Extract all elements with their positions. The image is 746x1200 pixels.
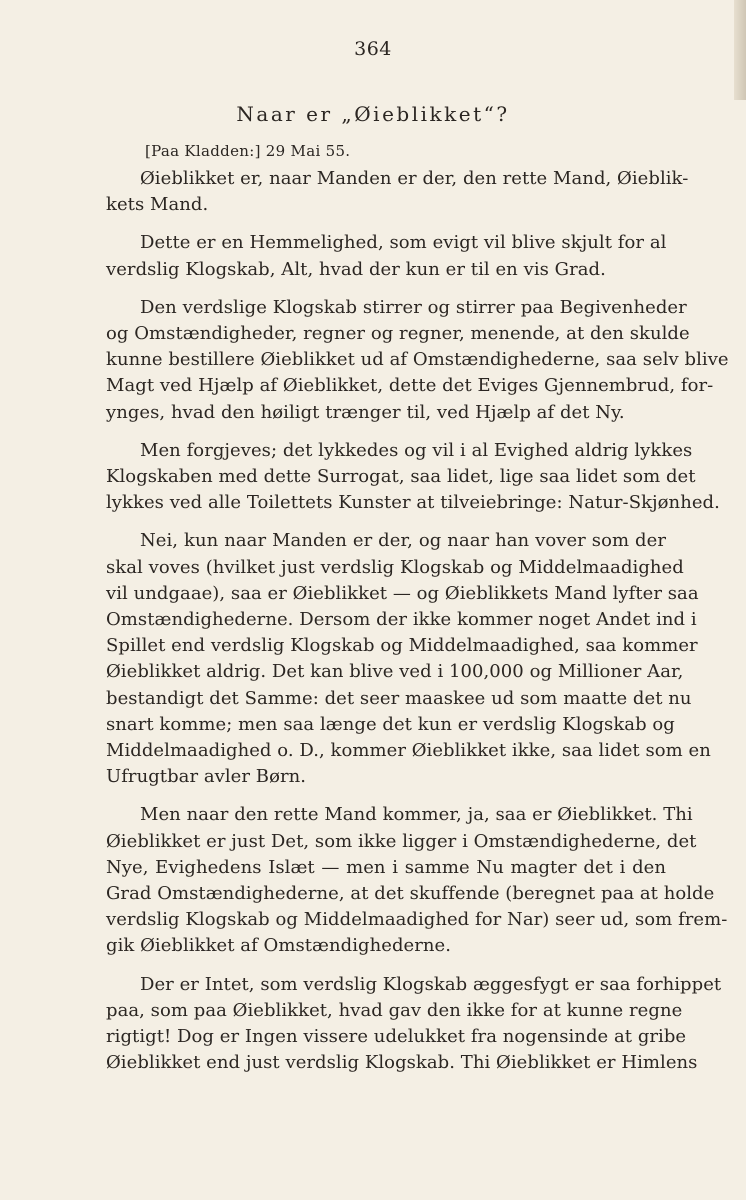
text-line: vil undgaae), saa er Øieblikket — og Øieblikkets Mand lyfter saa xyxy=(106,582,699,604)
text-line: Omstændighederne. Dersom der ikke kommer noget Andet ind i xyxy=(106,609,697,631)
text-line: Magt ved Hjælp af Øieblikket, dette det Eviges Gjennembrud, for- xyxy=(106,375,714,397)
text-line: skal voves (hvilket just verdslig Klogskab og Middelmaadighed xyxy=(106,556,684,578)
text-line: paa, som paa Øieblikket, hvad gav den ikke for at kunne regne xyxy=(106,999,683,1021)
paragraph xyxy=(106,802,728,959)
text-line: kunne bestillere Øieblikket ud af Omstændighederne, saa selv blive xyxy=(106,349,729,371)
draft-date-note: [Paa Kladden:] 29 Mai 55. xyxy=(145,142,351,160)
paragraph xyxy=(106,972,722,1077)
paragraph xyxy=(106,295,729,426)
paragraph xyxy=(106,528,711,790)
text-line: verdslig Klogskab og Middelmaadighed for Nar) seer ud, som frem- xyxy=(106,909,728,931)
text-line: Øieblikket er just Det, som ikke ligger i Omstændighederne, det xyxy=(106,830,697,852)
text-line: Der er Intet, som verdslig Klogskab æggesfygt er saa forhippet xyxy=(140,973,722,995)
text-line: Ufrugtbar avler Børn. xyxy=(106,766,307,788)
text-line: Øieblikket end just verdslig Klogskab. Thi Øieblikket er Himlens xyxy=(106,1052,698,1074)
paragraph xyxy=(106,438,720,517)
body-text xyxy=(106,166,729,1089)
text-line: bestandigt det Samme: det seer maaskee ud som maatte det nu xyxy=(106,687,692,709)
text-line: Klogskaben med dette Surrogat, saa lidet, lige saa lidet som det xyxy=(106,466,696,488)
text-line: Middelmaadighed o. D., kommer Øieblikket ikke, saa lidet som en xyxy=(106,740,711,762)
text-line: rigtigt! Dog er Ingen vissere udelukket fra nogensinde at gribe xyxy=(106,1026,687,1048)
text-line: Grad Omstændighederne, at det skuffende (beregnet paa at holde xyxy=(106,883,715,905)
paragraph xyxy=(106,230,666,282)
text-line: snart komme; men saa længe det kun er verdslig Klogskab og xyxy=(106,713,675,735)
text-line: ynges, hvad den høiligt trænger til, ved Hjælp af det Ny. xyxy=(106,401,625,423)
text-line: Øieblikket aldrig. Det kan blive ved i 100,000 og Millioner Aar, xyxy=(106,661,684,683)
text-line: Øieblikket er, naar Manden er der, den rette Mand, Øieblik- xyxy=(140,168,689,189)
text-line: Den verdslige Klogskab stirrer og stirrer paa Begivenheder xyxy=(140,296,687,318)
text-line: Nei, kun naar Manden er der, og naar han vover som der xyxy=(140,530,666,552)
text-line: Dette er en Hemmelighed, som evigt vil blive skjult for al xyxy=(140,232,667,254)
text-line: verdslig Klogskab, Alt, hvad der kun er til en vis Grad. xyxy=(106,258,606,280)
text-line: lykkes ved alle Toilettets Kunster at tilveiebringe: Natur-Skjønhed. xyxy=(106,492,720,514)
chapter-title: Naar er „Øieblikket“? xyxy=(236,102,510,126)
text-line: Men naar den rette Mand kommer, ja, saa er Øieblikket. Thi xyxy=(140,804,693,826)
text-line: gik Øieblikket af Omstændighederne. xyxy=(106,935,451,957)
text-line: Nye, Evighedens Islæt — men i samme Nu magter det i den xyxy=(106,856,666,878)
page-number: 364 xyxy=(354,38,392,60)
text-line: kets Mand. xyxy=(106,194,209,216)
text-line: og Omstændigheder, regner og regner, menende, at den skulde xyxy=(106,323,690,345)
paragraph xyxy=(106,166,689,218)
text-line: Spillet end verdslig Klogskab og Middelmaadighed, saa kommer xyxy=(106,635,698,657)
text-line: Men forgjeves; det lykkedes og vil i al Evighed aldrig lykkes xyxy=(140,439,693,461)
